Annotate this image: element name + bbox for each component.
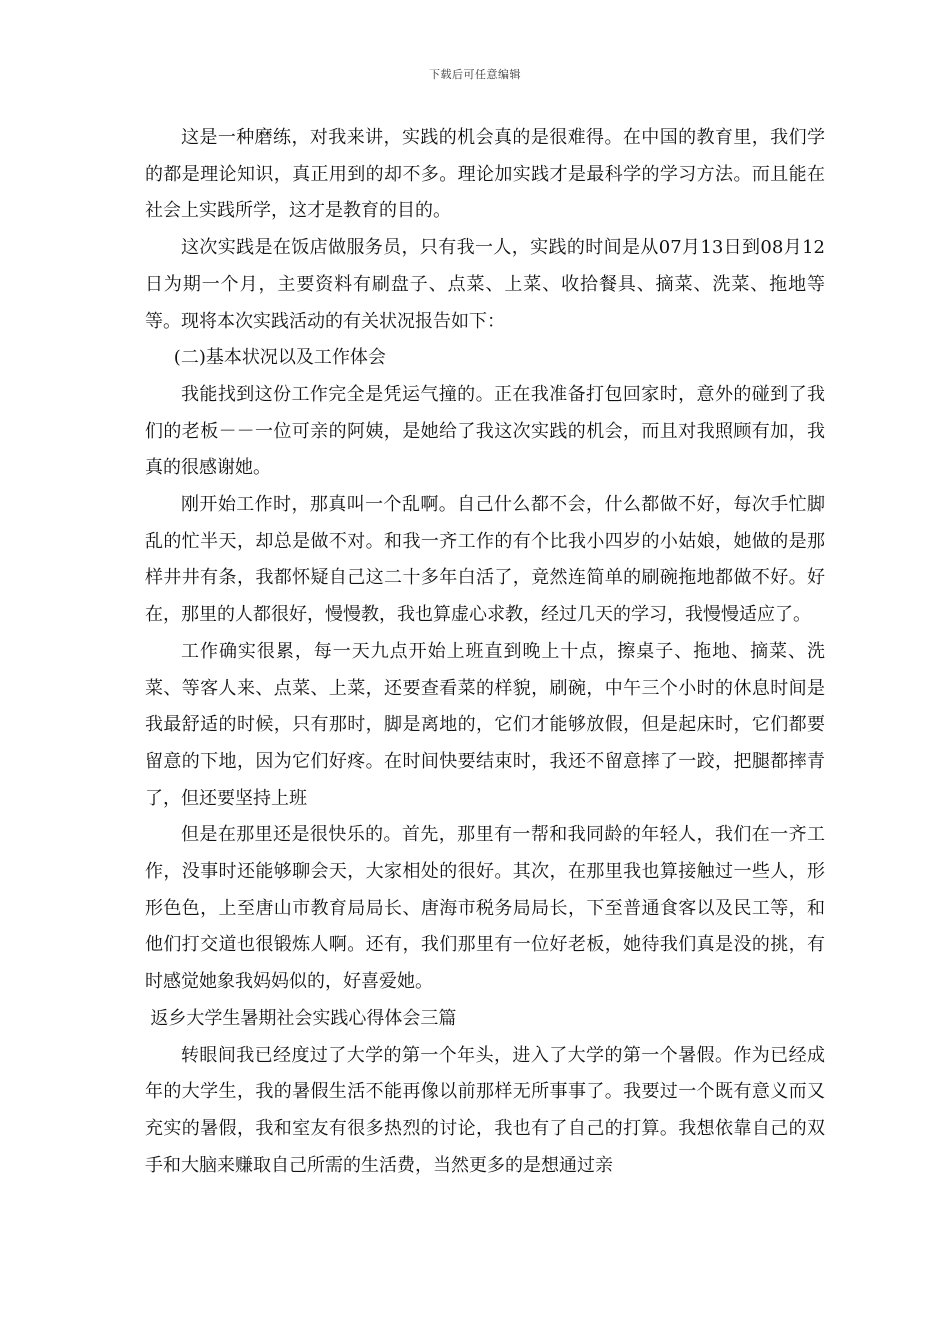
- paragraph: 这次实践是在饭店做服务员，只有我一人，实践的时间是从07月13日到08月12日为期一个月，主要资料有刷盘子、点菜、上菜、收拾餐具、摘菜、洗菜、拖地等等。现将本次实践活动的有关状况报告如下：: [145, 237, 825, 332]
- article-title: 返乡大学生暑期社会实践心得体会三篇: [150, 1007, 457, 1029]
- section-heading: (二)基本状况以及工作体会: [173, 347, 386, 369]
- paragraph: 转眼间我已经度过了大学的第一个年头，进入了大学的第一个暑假。作为已经成年的大学生，我的暑假生活不能再像以前那样无所事事了。我要过一个既有意义而又充实的暑假，我和室友有很多热烈的讨论，我也有了自己的打算。我想依靠自己的双手和大脑来赚取自己所需的生活费，当然更多的是想通过亲: [145, 1044, 825, 1176]
- paragraph: 工作确实很累，每一天九点开始上班直到晚上十点，擦桌子、拖地、摘菜、洗菜、等客人来、点菜、上菜，还要查看菜的样貌，刷碗，中午三个小时的休息时间是我最舒适的时候，只有那时，脚是离地的，它们才能够放假，但是起床时，它们都要留意的下地，因为它们好疼。在时间快要结束时，我还不留意摔了一跤，把腿都摔青了，但还要坚持上班: [145, 640, 825, 809]
- document-body: [145, 120, 825, 1184]
- paragraph: 这是一种磨练，对我来讲，实践的机会真的是很难得。在中国的教育里，我们学的都是理论知识，真正用到的却不多。理论加实践才是最科学的学习方法。而且能在社会上实践所学，这才是教育的目的。: [145, 127, 825, 222]
- paragraph: 但是在那里还是很快乐的。首先，那里有一帮和我同龄的年轻人，我们在一齐工作，没事时还能够聊会天，大家相处的很好。其次，在那里我也算接触过一些人，形形色色，上至唐山市教育局局长、唐海市税务局局长，下至普通食客以及民工等，和他们打交道也很锻炼人啊。还有，我们那里有一位好老板，她待我们真是没的挑，有时感觉她象我妈妈似的，好喜爱她。: [145, 824, 825, 993]
- paragraph: 我能找到这份工作完全是凭运气撞的。正在我准备打包回家时，意外的碰到了我们的老板－－一位可亲的阿姨，是她给了我这次实践的机会，而且对我照顾有加，我真的很感谢她。: [145, 383, 825, 479]
- page-header: 下载后可任意编辑: [429, 68, 521, 81]
- paragraph: 刚开始工作时，那真叫一个乱啊。自己什么都不会，什么都做不好，每次手忙脚乱的忙半天，却总是做不对。和我一齐工作的有个比我小四岁的小姑娘，她做的是那样井井有条，我都怀疑自己这二十多年白活了，竟然连简单的刷碗拖地都做不好。好在，那里的人都很好，慢慢教，我也算虚心求教，经过几天的学习，我慢慢适应了。: [145, 494, 825, 626]
